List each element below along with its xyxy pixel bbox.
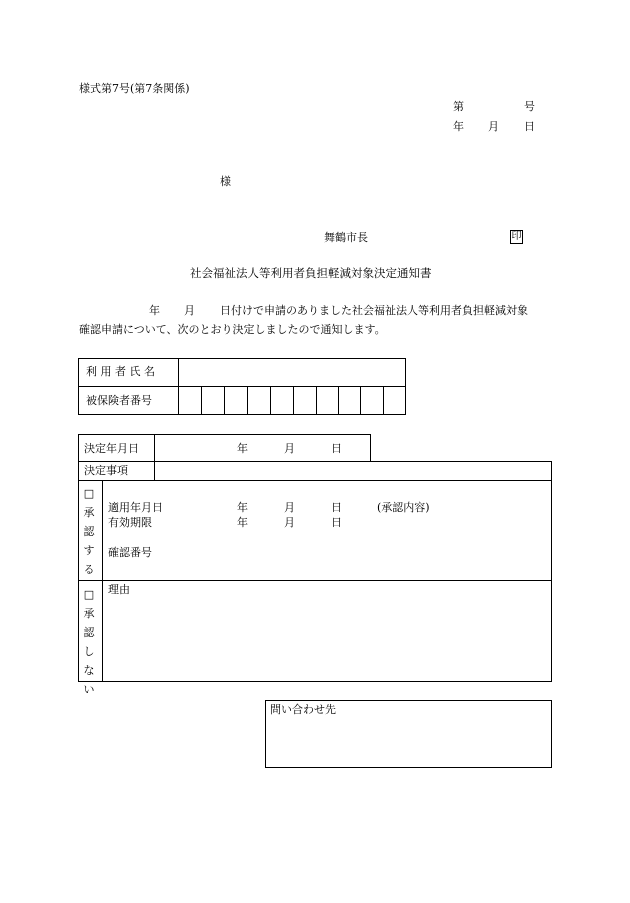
- body-line2: 確認申請について、次のとおり決定しましたので通知します。: [79, 323, 386, 336]
- approve-char: 承: [83, 506, 95, 519]
- digit-cell-divider: [360, 386, 361, 415]
- apply-date-label: 適用年月日: [108, 501, 163, 514]
- digit-cell-divider: [201, 386, 202, 415]
- matters-header-divider: [78, 480, 552, 481]
- confirmation-number-label: 確認番号: [108, 546, 152, 559]
- form-number: 様式第7号(第7条関係): [79, 82, 190, 95]
- reject-char: な: [83, 664, 95, 677]
- body-year: 年: [149, 304, 160, 317]
- approve-char: 認: [83, 525, 95, 538]
- body-month: 月: [184, 304, 195, 317]
- decision-date-divider: [154, 434, 155, 462]
- user-table-label-divider: [178, 358, 179, 415]
- header-day: 日: [524, 120, 535, 133]
- digit-cell-divider: [383, 386, 384, 415]
- issuer-name: 舞鶴市長: [324, 231, 368, 244]
- insured-number-label: 被保険者番号: [86, 394, 152, 407]
- apply-date-year: 年: [237, 501, 248, 514]
- valid-until-year: 年: [237, 516, 248, 529]
- approve-vertical-label: [81, 484, 97, 579]
- number-prefix: 第: [453, 100, 464, 113]
- digit-cell-divider: [316, 386, 317, 415]
- approve-reject-divider: [78, 580, 552, 581]
- document-title: 社会福祉法人等利用者負担軽減対象決定通知書: [190, 266, 432, 280]
- decision-date-day: 日: [331, 442, 342, 455]
- digit-cell-divider: [247, 386, 248, 415]
- digit-cell-divider: [270, 386, 271, 415]
- apply-date-month: 月: [284, 501, 295, 514]
- number-suffix: 号: [524, 100, 535, 113]
- body-line1: 日付けで申請のありました社会福祉法人等利用者負担軽減対象: [220, 304, 528, 317]
- decision-date-label: 決定年月日: [84, 442, 139, 455]
- decision-date-month: 月: [284, 442, 295, 455]
- approve-char: す: [83, 544, 95, 557]
- matters-label-divider: [154, 461, 155, 480]
- approve-char: る: [83, 563, 95, 576]
- valid-until-label: 有効期限: [108, 516, 152, 529]
- user-table-divider: [78, 386, 406, 387]
- reject-char: 認: [83, 626, 95, 639]
- reject-char: 承: [83, 607, 95, 620]
- reject-char: い: [83, 683, 95, 696]
- reject-vertical-label: [81, 585, 97, 699]
- approval-content-label: (承認内容): [377, 501, 430, 514]
- valid-until-day: 日: [331, 516, 342, 529]
- apply-date-day: 日: [331, 501, 342, 514]
- vertical-label-divider: [102, 480, 103, 682]
- decision-matters-label: 決定事項: [84, 464, 128, 477]
- decision-date-year: 年: [237, 442, 248, 455]
- header-month: 月: [488, 120, 499, 133]
- decision-matters-table: [78, 461, 552, 682]
- contact-label: 問い合わせ先: [270, 703, 336, 716]
- approve-checkbox[interactable]: □: [83, 487, 95, 500]
- digit-cell-divider: [224, 386, 225, 415]
- digit-cell-divider: [338, 386, 339, 415]
- digit-cell-divider: [293, 386, 294, 415]
- reject-checkbox[interactable]: □: [83, 588, 95, 601]
- seal-mark: 印: [511, 231, 522, 242]
- reject-char: し: [83, 645, 95, 658]
- addressee-suffix: 様: [220, 175, 231, 188]
- user-name-label: 利 用 者 氏 名: [86, 365, 155, 378]
- header-year: 年: [453, 120, 464, 133]
- reason-label: 理由: [108, 583, 130, 596]
- valid-until-month: 月: [284, 516, 295, 529]
